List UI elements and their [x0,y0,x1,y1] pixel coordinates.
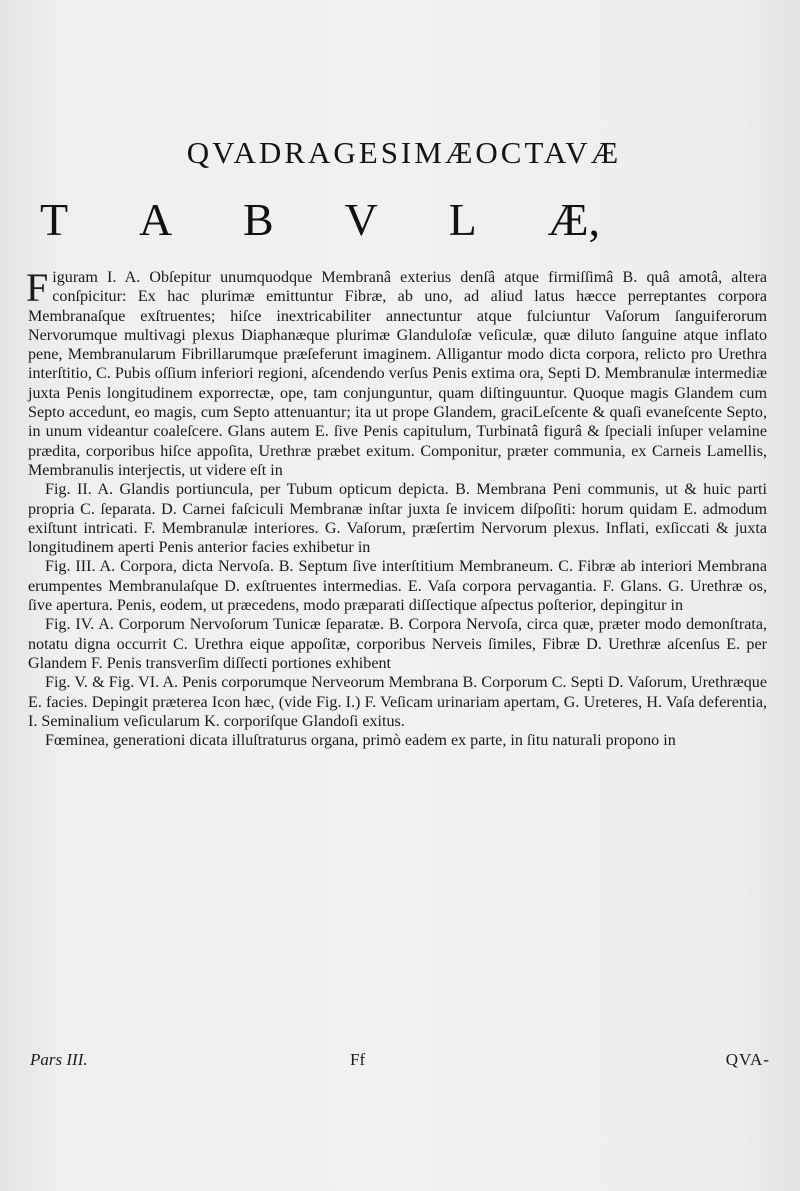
footer-signature-mark: Ff [350,1050,366,1069]
title-letter: T [40,194,69,245]
heading-text: QVADRAGESIMÆOCTAVÆ [186,135,622,170]
paragraph-figure-2: Fig. II. A. Glandis portiuncula, per Tubum opticum depicta. B. Membrana Peni communis, ut & huic parti propria C. ſeparata. D. Carnei faſciculi Membranæ inſtar juxta ſe invicem diſpoſiti: horum quidam E. admodum exiſtunt intricati. F. Membranulæ interiores. G. Vaſorum, præſertim Nervorum plexus. Inflati, exſiccati & juxta longitudinem aperti Penis anterior facies exhibetur in [28,481,767,557]
paragraph-text: iguram I. A. Obſepitur unumquodque Membranâ exterius denſâ atque firmiſſimâ B. quâ amotâ, altera conſpicitur: Ex hac plurimæ emittuntur Fibræ, ab uno, ad aliud latus hæcce perreptantes corpora Membranaſque exſtruentes; hiſce inextricabiliter annectuntur atque fulciuntur Vaſorum ſanguiferorum Nervorumque multivagi plexus Diaphanæque plurimæ Glanduloſæ veſiculæ, quæ diluto ſanguine atque inflato pene, Membranularum Fibrillarumque præſeferunt imaginem. Alligantur modo dicta corpora, relicto pro Urethra interſtitio, C. Pubis oſſium inferiori regioni, aſcendendo verſus Penis extima ora, Septi D. Membranulæ intermediæ juxta Penis longitudinem exporrectæ, ope, tam conjunguntur, quam diſtinguuntur. Quoque magis Glandem cum Septo accedunt, eo magis, cum Septo attenuantur; ita ut prope Glandem, graciLeſcente & quaſi evaneſcente Septo, in unum videantur coaleſcere. Glans autem E. ſive Penis capitulum, Turbinatâ figurâ & ſpeciali inſuper velamine prædita, corporibus hiſce appoſita, Urethræ præbet exitum. Componitur, præter communia, ex Carneis Lamellis, Membranulis interjectis, ut videre eſt in [28,269,767,479]
title-letter: B [243,194,274,245]
title-letter: L [448,194,477,245]
paragraph-figure-5-6: Fig. V. & Fig. VI. A. Penis corporumque Nerveorum Membrana B. Corporum C. Septi D. Vaſorum, Urethræque E. facies. Depingit præterea Icon hæc, (vide Fig. I.) F. Veſicam urinariam apertam, G. Ureteres, H. Vaſa deferentia, I. Seminalium veſicularum K. corporiſque Glandoſi exitus. [28,674,767,730]
footer-catchword: QVA- [725,1050,770,1069]
paragraph-figure-3: Fig. III. A. Corpora, dicta Nervoſa. B. Septum ſive interſtitium Membraneum. C. Fibræ ab interiori Membrana erumpentes Membranulaſque D. exſtruentes intermedias. E. Vaſa corpora pervagantia. F. Glans. G. Urethræ os, ſive apertura. Penis, eodem, ut præcedens, modo præparati diſſectique aſpectus poſterior, depingitur in [28,558,767,615]
paragraph-figure-1 [26,265,767,480]
drop-cap: F [26,265,49,310]
page-heading [0,135,800,171]
body-text [26,265,767,750]
page-footer [30,1050,770,1080]
title-letter: Æ, [547,194,600,245]
paragraph-figure-4: Fig. IV. A. Corporum Nervoſorum Tunicæ ſeparatæ. B. Corpora Nervoſa, circa quæ, præter modo demonſtrata, notatu digna occurrit C. Urethra eique appoſitæ, corporibus Nerveis ſimiles, Fibræ D. Urethræ aſcenſus E. per Glandem F. Penis transverſim diſſecti portiones exhibent [28,616,767,672]
title-tabulae [40,192,600,246]
title-letter: A [138,194,173,245]
title-letter: V [344,194,378,245]
footer-part-label: Pars III. [30,1050,88,1069]
paragraph-feminine-organs: Fœminea, generationi dicata illuſtraturus organa, primò eadem ex parte, in ſitu naturali propono in [45,732,676,750]
